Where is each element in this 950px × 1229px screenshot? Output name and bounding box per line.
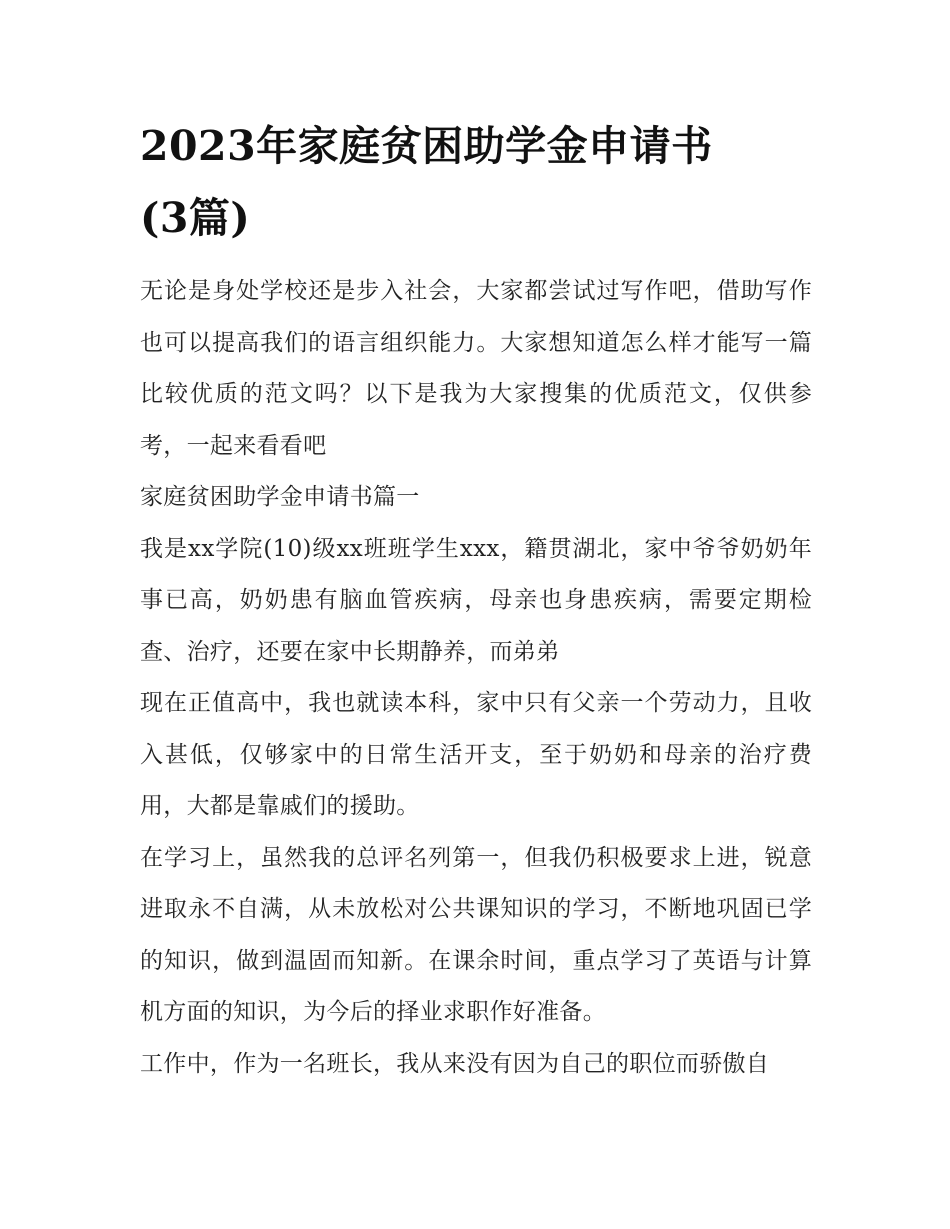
section-heading: 家庭贫困助学金申请书篇一 xyxy=(140,484,420,510)
intro-paragraph: 无论是身处学校还是步入社会，大家都尝试过写作吧，借助写作也可以提高我们的语言组织能力。大家想知道怎么样才能写一篇比较优质的范文吗？以下是我为大家搜集的优质范文，仅供参考，一起来看看吧 xyxy=(140,278,812,459)
body-paragraph: 在学习上，虽然我的总评名列第一，但我仍积极要求上进，锐意进取永不自满，从未放松对公共课知识的学习，不断地巩固已学的知识，做到温固而知新。在课余时间，重点学习了英语与计算机方面的知识，为今后的择业求职作好准备。 xyxy=(140,844,812,1025)
body-paragraph: 现在正值高中，我也就读本科，家中只有父亲一个劳动力，且收入甚低，仅够家中的日常生活开支，至于奶奶和母亲的治疗费用，大都是靠戚们的援助。 xyxy=(140,690,812,819)
body-paragraph: 工作中，作为一名班长，我从来没有因为自己的职位而骄傲自 xyxy=(140,1050,770,1077)
document-page xyxy=(140,110,812,1090)
title-line-2: (3篇) xyxy=(140,194,251,242)
title-line-1: 2023年家庭贫困助学金申请书 xyxy=(140,122,713,170)
body-paragraph: 我是xx学院(10)级xx班班学生xxx，籍贯湖北，家中爷爷奶奶年事已高，奶奶患有脑血管疾病，母亲也身患疾病，需要定期检查、治疗，还要在家中长期静养，而弟弟 xyxy=(140,535,812,665)
document-title xyxy=(140,110,812,254)
